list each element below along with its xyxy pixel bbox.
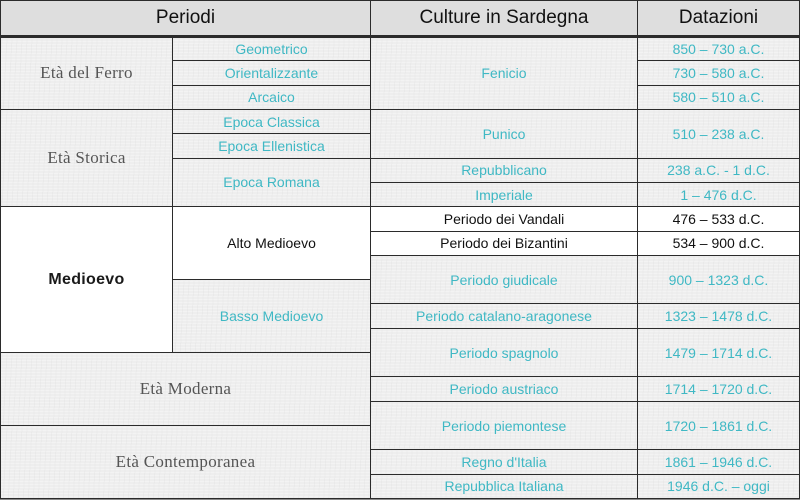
date-cell: 730 – 580 a.C. — [638, 61, 800, 85]
date-cell: 534 – 900 d.C. — [638, 231, 800, 255]
subperiod-epoca-ellenistica: Epoca Ellenistica — [173, 134, 371, 158]
date-cell: 510 – 238 a.C. — [638, 109, 800, 158]
date-cell: 1323 – 1478 d.C. — [638, 304, 800, 328]
date-cell: 1946 d.C. – oggi — [638, 474, 800, 498]
date-cell: 1861 – 1946 d.C. — [638, 450, 800, 474]
period-eta-contemporanea: Età Contemporanea — [1, 426, 371, 499]
date-cell: 1479 – 1714 d.C. — [638, 328, 800, 377]
header-culture: Culture in Sardegna — [371, 1, 638, 37]
subperiod-geometrico: Geometrico — [173, 37, 371, 61]
culture-vandali: Periodo dei Vandali — [371, 207, 638, 231]
header-datazioni: Datazioni — [638, 1, 800, 37]
subperiod-epoca-romana: Epoca Romana — [173, 158, 371, 207]
date-cell: 476 – 533 d.C. — [638, 207, 800, 231]
date-cell: 580 – 510 a.C. — [638, 85, 800, 109]
culture-catalano-aragonese: Periodo catalano-aragonese — [371, 304, 638, 328]
date-cell: 900 – 1323 d.C. — [638, 255, 800, 304]
header-periodi: Periodi — [1, 1, 371, 37]
subperiod-epoca-classica: Epoca Classica — [173, 109, 371, 133]
culture-giudicale: Periodo giudicale — [371, 255, 638, 304]
culture-piemontese: Periodo piemontese — [371, 401, 638, 450]
culture-spagnolo: Periodo spagnolo — [371, 328, 638, 377]
culture-austriaco: Periodo austriaco — [371, 377, 638, 401]
subperiod-arcaico: Arcaico — [173, 85, 371, 109]
period-medioevo: Medioevo — [1, 207, 173, 353]
period-eta-storica: Età Storica — [1, 109, 173, 206]
period-eta-moderna: Età Moderna — [1, 353, 371, 426]
culture-regno-italia: Regno d'Italia — [371, 450, 638, 474]
date-cell: 1714 – 1720 d.C. — [638, 377, 800, 401]
table-row — [1, 37, 800, 61]
culture-fenicio: Fenicio — [371, 37, 638, 110]
subperiod-alto-medioevo: Alto Medioevo — [173, 207, 371, 280]
date-cell: 1720 – 1861 d.C. — [638, 401, 800, 450]
subperiod-basso-medioevo: Basso Medioevo — [173, 280, 371, 353]
culture-punico: Punico — [371, 109, 638, 158]
table-row — [1, 207, 800, 231]
header-row — [1, 1, 800, 37]
period-eta-del-ferro: Età del Ferro — [1, 37, 173, 110]
culture-imperiale: Imperiale — [371, 182, 638, 206]
culture-repubblicano: Repubblicano — [371, 158, 638, 182]
date-cell: 1 – 476 d.C. — [638, 182, 800, 206]
culture-bizantini: Periodo dei Bizantini — [371, 231, 638, 255]
subperiod-orientalizzante: Orientalizzante — [173, 61, 371, 85]
date-cell: 850 – 730 a.C. — [638, 37, 800, 61]
culture-repubblica-italiana: Repubblica Italiana — [371, 474, 638, 498]
table-row — [1, 109, 800, 133]
date-cell: 238 a.C. - 1 d.C. — [638, 158, 800, 182]
